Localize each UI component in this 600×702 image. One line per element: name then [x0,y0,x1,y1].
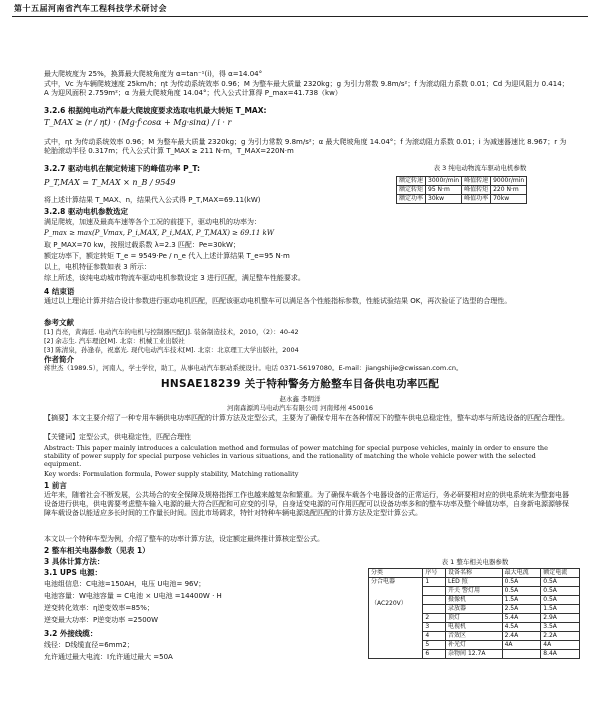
table-cell: 峰值转矩 [462,186,491,195]
table-cell: 0.5A [541,578,580,587]
table-header: 序号 [423,569,446,578]
table-row [369,578,580,587]
table-header: 设备名称 [446,569,503,578]
section-heading: 3.2.6 根据纯电动汽车最大爬坡度要求选取电机最大转矩 T_MAX: [44,106,267,115]
table-cell: 95 N·m [426,186,462,195]
formula: T_MAX ≥ (r / ηt) · (Mg·f·cosα + Mg·sinα) / i · r [44,118,232,127]
table-cell: 2.5A [502,605,541,614]
paragraph: 满足爬坡，加速及最高车速等各个工况的前提下，驱动电机的功率为： [44,218,261,226]
table-cell: 4 [423,632,446,641]
table-cell: 补光灯 [446,641,503,650]
table-row [397,177,527,186]
table-cell: 峰值转速 [462,177,491,186]
table-cell: 额定功率 [397,195,426,204]
table-cell: 2.9A [541,614,580,623]
table-header: 最大电流 [502,569,541,578]
table-cell: 30kw [426,195,462,204]
ups-line: 逆变转化效率：η逆变效率=85%； [44,604,154,612]
section-heading: 3.1 UPS 电源： [44,568,102,577]
table-cell: 0.5A [502,578,541,587]
journal-header: 第十五届河南省汽车工程科技学术研讨会 [14,4,167,13]
cable-line: 线径：D线缆直径=6mm2； [44,641,134,649]
section-heading: 3.2.8 驱动电机参数选定 [44,207,128,216]
table-caption: 表 3 纯电动物流车驱动电机参数 [433,164,527,172]
references-heading: 参考文献 [44,318,74,327]
reference-item: [3] 陈清泉，孙逢春，祝嘉光. 现代电动汽车技术[M]. 北京：北京理工大学出版社，2004 [44,346,299,354]
table-cell: 6 [423,650,446,659]
table-cell [423,587,446,596]
paragraph: 以上，电机特征参数如表 3 所示： [44,263,151,271]
motor-params-table [396,176,527,204]
table-cell: 2 [423,614,446,623]
table-cell: 3.5A [541,623,580,632]
section-heading: 3.2.7 驱动电机在额定转速下的峰值功率 P_T: [44,164,201,173]
author-intro: 蒋世杰（1989.5），河南人，学士学位，助工，从事电动汽车驱动系统设计。电话 0371-56197080。E-mail：jiangshijie@cwissan.com.cn。 [44,364,463,372]
table-cell: 额定转速 [397,177,426,186]
keywords-en: Key words: Formulation formula, Power supply stability, Matching rationality [44,470,299,478]
table-group [369,578,423,659]
paper-title: HNSAE18239 关于特种警务方舱整车目备供电功率匹配 [160,378,440,390]
table-cell: 1 [423,578,446,587]
table-cell: 4A [541,641,580,650]
section-heading: 1 前言 [44,481,67,490]
section-heading: 4 结束语 [44,287,75,296]
table-cell: 0.5A [502,587,541,596]
table-cell: 杂物间 12.7A [446,650,503,659]
table-cell: 4.5A [502,623,541,632]
table-cell: 5 [423,641,446,650]
table-cell: 额定转矩 [397,186,426,195]
paragraph: 将上述计算结果 T_MAX、n，结果代入公式得 P_T,MAX=69.11(kW) [44,196,261,204]
table-header-row [369,569,580,578]
table-cell: 5.4A [502,614,541,623]
table-cell: 音效区 [446,632,503,641]
table-header: 分类 [369,569,423,578]
table-cell: 3000r/min [426,177,462,186]
table-cell: 9000r/min [491,177,527,186]
reference-item: [1] 肖亮，黄海廷. 电动汽车的电机与控制器匹配[J]. 装备制造技术，2010，（2）：40-42 [44,328,299,336]
table-cell: 顶灯 [446,614,503,623]
table-cell [423,605,446,614]
formula: P_T,MAX = T_MAX × n_B / 9549 [44,178,176,187]
section-heading: 3.2 外接线缆： [44,629,98,638]
paragraph: 本文以一个特种车型为例，介绍了整车的功率计算方法，设定额定最终推计算核定型公式。 [44,535,324,543]
cable-line: 允许通过最大电流：I允许通过最大 =50A [44,653,173,661]
header-rule [12,16,588,17]
ups-line: 逆变最大功率：P逆变功率 =2500W [44,616,159,624]
paragraph: 近年来，随着社会不断发展，公共场合的安全保障及规格指挥工作也越来越复杂和繁重。为了确保车载各个电器设备的正常运行，务必研要相对应的供电系统来为整套电器设备进行供电，供电需要考虑整车输入电源的最大符合匹配和可应变的引导，自身适变电源的可作用匹配可以设备功率多和的整车功率及整个峰值功率，自身新电源源够保障车载设备以能适应多长时间的工作量长时间。因此市场调求，特针对特种车辆电源选配匹配的计算方法及定型计算公式。 [44,491,569,517]
table-cell: 0.5A [541,596,580,605]
table-cell: 3 [423,623,446,632]
table-cell: 2.4A [502,632,541,641]
table-cell: 4A [502,641,541,650]
paragraph: 取 P_MAX=70 kw，按照过载系数 λ=2.3 匹配：Pe=30kW； [44,241,240,249]
reference-item: [2] 余志生. 汽车理论[M]. 北京：机械工业出版社 [44,337,185,345]
table-cell: 1.5A [541,605,580,614]
table-cell: 1.5A [502,596,541,605]
paragraph: 额定功率下，额定转矩 T_e = 9549·Pe / n_e 代入上述计算结果 T_e=95 N·m [44,252,290,260]
section-heading: 2 整车相关电器参数（见表 1） [44,546,150,555]
table-cell: 2.2A [541,632,580,641]
table-cell: 8.4A [541,650,580,659]
ups-line: 电池组信息：C电池=150AH，电压 U电池= 96V； [44,580,206,588]
table-cell: 峰值功率 [462,195,491,204]
abstract-en: Abstract: This paper mainly introduces a calculation method and formulas of power matching for special purpose vehicles, mainly in order to ensure the stability of power supply for special purpose vehicles in various situations, and the rationality of matching the whole vehicle power with the selected equipment. [44,444,548,469]
abstract-cn: 【摘要】本文主要介绍了一种专用车辆供电功率匹配的计算方法及定型公式，主要为了确保专用车在各种情况下的整车供电总稳定性，整车动率与所选设备的匹配合理性。 [44,414,569,422]
paragraph: 最大爬坡度为 25%，换算最大爬坡角度为 α=tan⁻¹(i)，得 α=14.04° [44,70,263,78]
group-label: 分合电器 [371,578,396,585]
table-cell: 录放器 [446,605,503,614]
table-cell: 220 N·m [491,186,527,195]
table-cell: 电视机 [446,623,503,632]
ups-line: 电池容量：W电池容量 = C电池 × U电池 =14400W · H [44,592,222,600]
paragraph: 式中，Vc 为车辆爬坡速度 25km/h；ηt 为传动系统效率 0.96；M 为整车最大质量 2320kg；g 为引力常数 9.8m/s²；f 为滚动阻力系数 0.01；Cd 为迎风阻力 0.414；A 为迎风面积 2.759m²；α 为最大爬坡角度 14.04°；代入公式计算得 P_max=41.738（kw） [44,80,569,97]
equipment-table [368,568,580,659]
formula: P_max ≥ max(P_Vmax, P_i,MAX, P_i,MAX, P_T,MAX) ≥ 69.11 kW [44,229,274,237]
author-intro-heading: 作者简介 [44,355,74,364]
table-cell: 70kw [491,195,527,204]
table-caption: 表 1 整车相关电器参数 [441,558,509,566]
group-label: （AC220V） [371,600,407,607]
paragraph: 综上所述，该纯电动城市物流车驱动电机参数设定 3 进行匹配，满足整车性能要求。 [44,274,305,282]
table-row [397,195,527,204]
table-cell: LED 照 [446,578,503,587]
table-cell: 开关 警灯用 [446,587,503,596]
section-heading: 3 具体计算方法： [44,557,105,566]
table-cell: 摄像机 [446,596,503,605]
paper-authors: 赵永鑫 李明洋 [279,395,321,403]
table-cell: 0.5A [541,587,580,596]
table-row [397,186,527,195]
keywords-cn: 【关键词】定型公式，供电稳定性，匹配合理性 [44,433,191,441]
table-cell [423,596,446,605]
table-cell [502,650,541,659]
paragraph: 通过以上理论计算并结合设计参数进行驱动电机匹配，匹配该驱动电机整车可以满足各个性能指标参数，性能试验结果 OK，再次验证了选型的合理性。 [44,297,512,305]
paper-affiliation: 河南森源鸿马电动汽车有限公司 河南郑州 450016 [227,404,373,412]
table-header: 额定电流 [541,569,580,578]
paragraph: 式中，ηt 为传动系统效率 0.96；M 为整车最大质量 2320kg；g 为引力常数 9.8m/s²；α 最大爬坡角度 14.04°；f 为滚动阻力系数 0.01；i 为减速器速比 8.967；r 为轮胎滚动半径 0.317m；代入公式计算 T_MAX ≥ 211 N·m，T_MAX=220N·m [44,138,567,155]
